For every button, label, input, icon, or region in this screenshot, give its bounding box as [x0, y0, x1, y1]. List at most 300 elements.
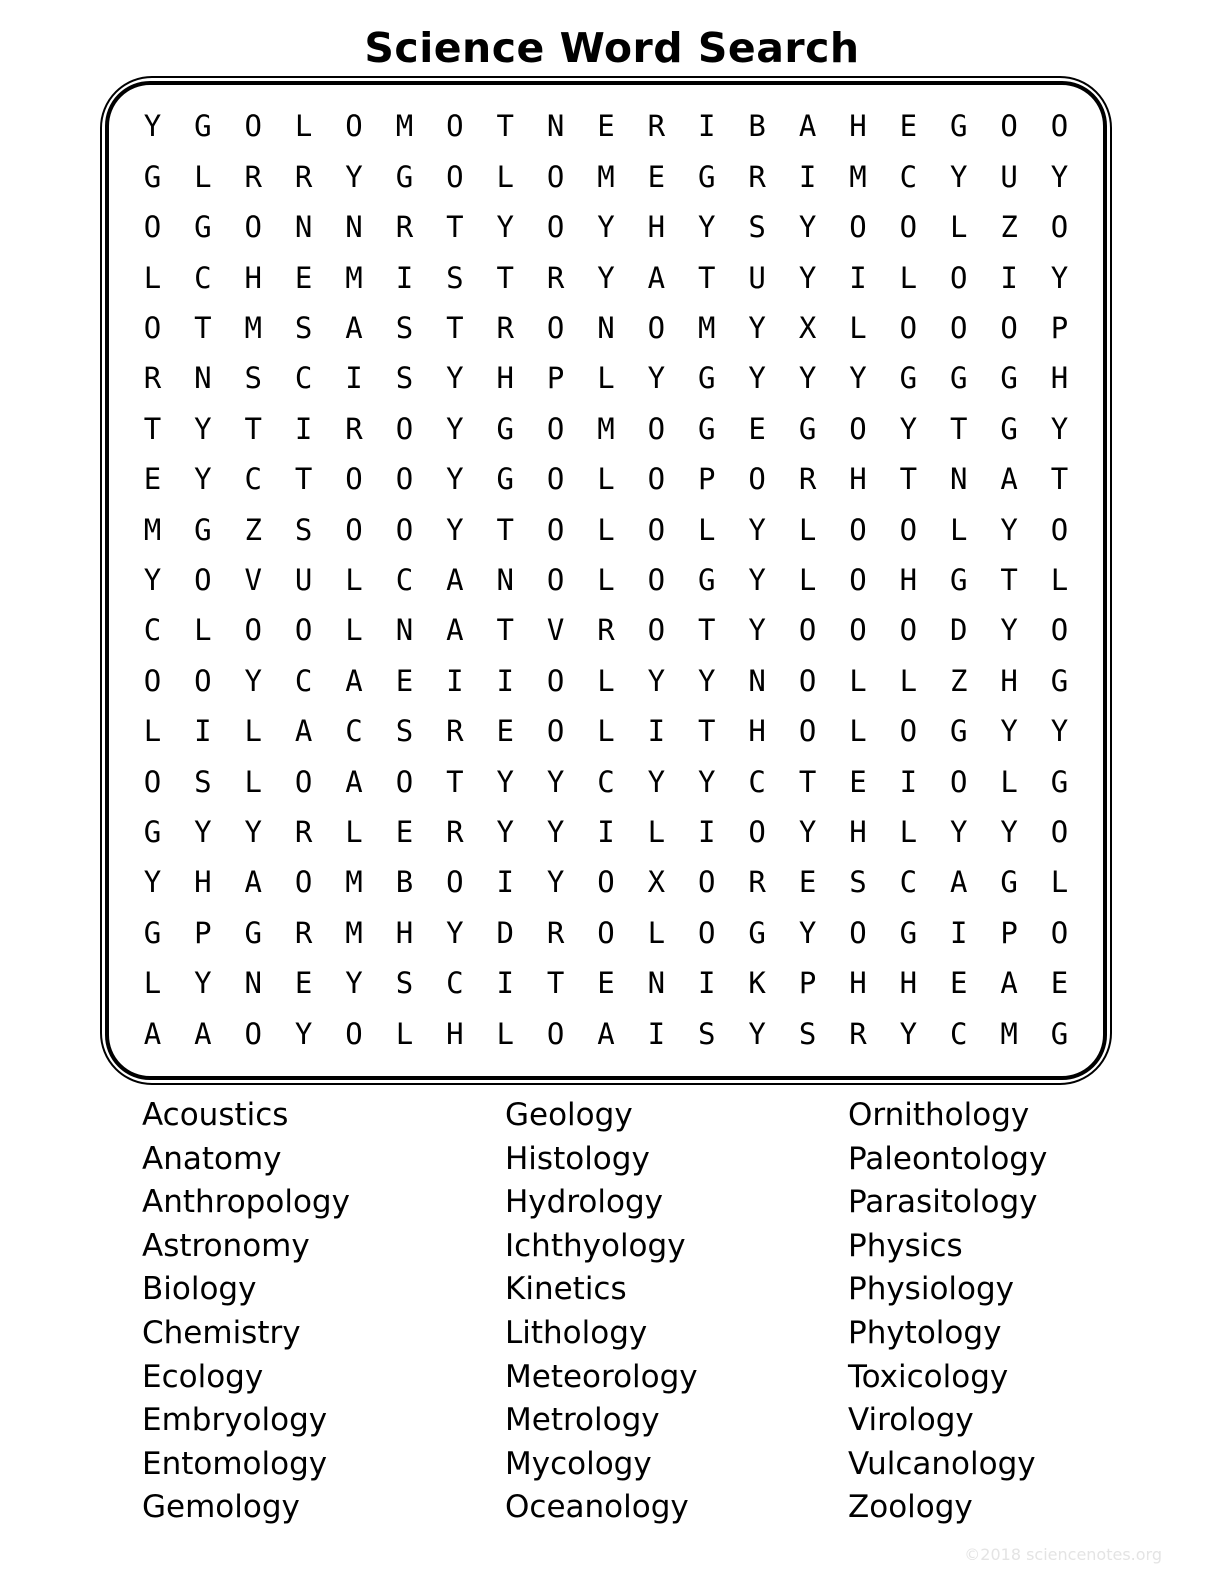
- grid-letter: H: [748, 714, 766, 749]
- grid-letter: Z: [949, 663, 968, 698]
- grid-letter: T: [446, 210, 464, 245]
- grid-letter: O: [546, 210, 565, 245]
- grid-letter: Y: [446, 462, 464, 497]
- grid-letter: Y: [748, 311, 766, 346]
- grid-letter: E: [798, 865, 817, 900]
- grid-letter: T: [294, 462, 313, 497]
- grid-letter: Y: [1050, 159, 1069, 194]
- grid-letter: M: [698, 311, 716, 346]
- grid-letter: I: [798, 159, 817, 194]
- grid-letter: L: [294, 109, 313, 144]
- grid-letter: A: [1000, 966, 1018, 1001]
- grid-letter: T: [446, 764, 464, 799]
- grid-letter: O: [1050, 512, 1069, 547]
- grid-letter: A: [143, 1016, 162, 1051]
- grid-letter: Y: [446, 915, 464, 950]
- grid-letter: T: [1050, 462, 1069, 497]
- grid-letter: M: [1000, 1016, 1018, 1051]
- grid-letter: Y: [194, 966, 212, 1001]
- grid-letter: Y: [244, 814, 262, 849]
- grid-letter: L: [244, 714, 262, 749]
- grid-letter: N: [496, 562, 514, 597]
- grid-letter: O: [244, 1016, 262, 1051]
- grid-letter: G: [496, 462, 514, 497]
- grid-letter: L: [345, 562, 363, 597]
- grid-letter: I: [446, 663, 464, 698]
- word-list-item: Gemology: [142, 1489, 300, 1526]
- grid-letter: O: [849, 915, 867, 950]
- grid-letter: O: [395, 764, 414, 799]
- grid-letter: P: [194, 915, 212, 950]
- grid-letter: R: [748, 865, 766, 900]
- grid-letter: N: [345, 210, 363, 245]
- grid-letter: O: [849, 613, 867, 648]
- grid-letter: L: [597, 361, 615, 396]
- grid-letter: M: [395, 109, 414, 144]
- grid-letter: O: [345, 512, 363, 547]
- grid-letter: K: [748, 966, 766, 1001]
- grid-letter: R: [446, 714, 464, 749]
- grid-letter: L: [597, 512, 615, 547]
- grid-letter: T: [244, 411, 262, 446]
- grid-letter: I: [496, 663, 514, 698]
- grid-letter: I: [698, 109, 716, 144]
- grid-letter: R: [143, 361, 162, 396]
- grid-letter: O: [345, 462, 363, 497]
- grid-letter: Y: [194, 411, 212, 446]
- grid-letter: I: [647, 1016, 666, 1051]
- grid-letter: N: [949, 462, 968, 497]
- grid-letter: B: [748, 109, 766, 144]
- grid-letter: U: [748, 260, 766, 295]
- grid-letter: O: [798, 613, 817, 648]
- grid-letter: E: [647, 159, 666, 194]
- grid-letter: A: [1000, 462, 1018, 497]
- grid-letter: Y: [748, 613, 766, 648]
- grid-letter: I: [899, 764, 918, 799]
- grid-letter: O: [546, 512, 565, 547]
- grid-letter: I: [698, 814, 716, 849]
- grid-letter: R: [294, 159, 313, 194]
- grid-letter: O: [899, 613, 918, 648]
- grid-letter: T: [496, 109, 514, 144]
- grid-letter: O: [244, 613, 262, 648]
- grid-letter: Y: [496, 764, 514, 799]
- grid-letter: C: [597, 764, 615, 799]
- grid-letter: S: [849, 865, 867, 900]
- grid-letter: L: [899, 260, 918, 295]
- grid-letter: R: [244, 159, 262, 194]
- grid-letter: P: [546, 361, 565, 396]
- grid-letter: E: [395, 814, 414, 849]
- word-list-item: Phytology: [848, 1314, 1002, 1351]
- grid-letter: Y: [798, 260, 817, 295]
- grid-letter: D: [949, 613, 968, 648]
- grid-letter: S: [748, 210, 766, 245]
- grid-letter: O: [194, 663, 212, 698]
- grid-letter: L: [849, 663, 867, 698]
- grid-letter: Y: [698, 663, 716, 698]
- grid-letter: O: [597, 865, 615, 900]
- word-list-item: Acoustics: [142, 1097, 289, 1133]
- grid-letter: R: [546, 260, 565, 295]
- grid-letter: O: [446, 159, 464, 194]
- grid-letter: E: [949, 966, 968, 1001]
- grid-letter: E: [294, 260, 313, 295]
- grid-letter: R: [395, 210, 414, 245]
- grid-letter: O: [949, 311, 968, 346]
- grid-letter: H: [899, 562, 918, 597]
- grid-letter: O: [949, 260, 968, 295]
- word-list-column: [142, 1094, 350, 1530]
- word-list-item: Embryology: [142, 1402, 328, 1439]
- grid-letter: E: [143, 462, 162, 497]
- grid-letter: C: [194, 260, 212, 295]
- grid-letter: H: [899, 966, 918, 1001]
- grid-letter: T: [194, 311, 212, 346]
- grid-letter: Y: [748, 562, 766, 597]
- grid-letter: T: [143, 411, 162, 446]
- grid-letter: O: [1050, 109, 1069, 144]
- word-list-item: Histology: [505, 1140, 650, 1177]
- grid-letter: O: [546, 714, 565, 749]
- grid-letter: Y: [698, 764, 716, 799]
- grid-letter: M: [597, 159, 615, 194]
- grid-letter: G: [698, 361, 716, 396]
- letter-grid: [127, 102, 1084, 1059]
- word-list-item: Chemistry: [142, 1314, 301, 1351]
- grid-letter: L: [597, 663, 615, 698]
- puzzle-border-inner: [105, 81, 1107, 1080]
- grid-letter: O: [1050, 210, 1069, 245]
- grid-letter: V: [546, 613, 565, 648]
- grid-letter: G: [194, 109, 212, 144]
- grid-letter: M: [597, 411, 615, 446]
- grid-letter: B: [395, 865, 414, 900]
- grid-letter: Y: [748, 361, 766, 396]
- grid-letter: C: [949, 1016, 968, 1051]
- grid-letter: L: [647, 814, 666, 849]
- grid-letter: L: [345, 613, 363, 648]
- grid-letter: O: [143, 311, 162, 346]
- word-list-item: Geology: [505, 1097, 633, 1133]
- grid-letter: Y: [748, 1016, 766, 1051]
- grid-letter: O: [899, 512, 918, 547]
- grid-letter: L: [698, 512, 716, 547]
- grid-letter: Y: [345, 966, 363, 1001]
- grid-letter: O: [899, 714, 918, 749]
- grid-letter: S: [395, 361, 414, 396]
- word-list-item: Mycology: [505, 1445, 652, 1482]
- grid-letter: I: [597, 814, 615, 849]
- grid-letter: M: [345, 260, 363, 295]
- grid-letter: S: [698, 1016, 716, 1051]
- grid-letter: R: [647, 109, 666, 144]
- grid-letter: S: [395, 311, 414, 346]
- grid-letter: Y: [798, 915, 817, 950]
- grid-letter: N: [546, 109, 565, 144]
- grid-letter: A: [244, 865, 262, 900]
- grid-letter: H: [849, 966, 867, 1001]
- grid-letter: G: [1000, 411, 1018, 446]
- grid-letter: Y: [546, 764, 565, 799]
- grid-letter: R: [849, 1016, 867, 1051]
- grid-letter: Y: [446, 411, 464, 446]
- grid-letter: O: [647, 411, 666, 446]
- grid-letter: L: [597, 714, 615, 749]
- grid-letter: S: [194, 764, 212, 799]
- grid-letter: Y: [798, 814, 817, 849]
- grid-letter: I: [294, 411, 313, 446]
- word-list-item: Oceanology: [505, 1489, 689, 1526]
- grid-letter: T: [446, 311, 464, 346]
- grid-letter: O: [294, 865, 313, 900]
- grid-letter: T: [798, 764, 817, 799]
- grid-letter: Y: [1050, 260, 1069, 295]
- grid-letter: O: [294, 764, 313, 799]
- grid-letter: O: [345, 1016, 363, 1051]
- page-title: Science Word Search: [364, 24, 860, 72]
- grid-letter: L: [849, 311, 867, 346]
- grid-letter: I: [395, 260, 414, 295]
- grid-letter: M: [143, 512, 162, 547]
- word-list-item: Physics: [848, 1227, 963, 1264]
- grid-letter: T: [496, 613, 514, 648]
- grid-letter: E: [849, 764, 867, 799]
- grid-letter: G: [1050, 764, 1069, 799]
- grid-letter: L: [143, 260, 162, 295]
- grid-letter: C: [294, 663, 313, 698]
- grid-letter: L: [395, 1016, 414, 1051]
- grid-letter: U: [1000, 159, 1018, 194]
- grid-letter: T: [698, 714, 716, 749]
- grid-letter: O: [597, 915, 615, 950]
- grid-letter: O: [849, 210, 867, 245]
- copyright-credit: ©2018 sciencenotes.org: [964, 1545, 1162, 1564]
- grid-letter: O: [345, 109, 363, 144]
- grid-letter: O: [899, 311, 918, 346]
- grid-letter: A: [798, 109, 817, 144]
- grid-letter: H: [849, 462, 867, 497]
- grid-letter: Y: [647, 663, 666, 698]
- grid-letter: V: [244, 562, 262, 597]
- grid-letter: Y: [143, 109, 162, 144]
- grid-letter: G: [698, 411, 716, 446]
- grid-letter: L: [798, 512, 817, 547]
- grid-letter: E: [748, 411, 766, 446]
- grid-letter: C: [446, 966, 464, 1001]
- word-list-item: Paleontology: [848, 1140, 1048, 1177]
- grid-letter: O: [395, 512, 414, 547]
- grid-letter: O: [546, 159, 565, 194]
- grid-letter: P: [698, 462, 716, 497]
- grid-letter: O: [546, 1016, 565, 1051]
- grid-letter: G: [1050, 1016, 1069, 1051]
- grid-letter: Y: [849, 361, 867, 396]
- grid-letter: Z: [244, 512, 262, 547]
- grid-letter: O: [395, 411, 414, 446]
- grid-letter: O: [1000, 311, 1018, 346]
- grid-letter: G: [949, 109, 968, 144]
- grid-letter: G: [748, 915, 766, 950]
- grid-letter: O: [294, 613, 313, 648]
- grid-letter: S: [395, 966, 414, 1001]
- grid-letter: O: [647, 562, 666, 597]
- grid-letter: Y: [546, 814, 565, 849]
- grid-letter: Y: [899, 411, 918, 446]
- grid-letter: O: [647, 512, 666, 547]
- grid-letter: O: [446, 109, 464, 144]
- grid-letter: A: [446, 613, 464, 648]
- grid-letter: A: [949, 865, 968, 900]
- grid-letter: Y: [194, 814, 212, 849]
- grid-letter: Y: [345, 159, 363, 194]
- grid-letter: O: [698, 915, 716, 950]
- grid-letter: T: [1000, 562, 1018, 597]
- grid-letter: E: [597, 109, 615, 144]
- grid-letter: Y: [194, 462, 212, 497]
- grid-letter: N: [294, 210, 313, 245]
- grid-letter: Y: [1000, 714, 1018, 749]
- grid-letter: Y: [798, 210, 817, 245]
- puzzle-border: [100, 76, 1112, 1085]
- grid-letter: L: [597, 462, 615, 497]
- grid-letter: O: [748, 462, 766, 497]
- grid-letter: O: [395, 462, 414, 497]
- grid-letter: G: [949, 361, 968, 396]
- word-list-column: [505, 1094, 698, 1530]
- grid-letter: Y: [496, 210, 514, 245]
- grid-letter: H: [849, 814, 867, 849]
- grid-letter: R: [496, 311, 514, 346]
- grid-letter: Y: [899, 1016, 918, 1051]
- grid-letter: S: [244, 361, 262, 396]
- grid-letter: O: [546, 311, 565, 346]
- grid-letter: R: [345, 411, 363, 446]
- grid-letter: L: [143, 966, 162, 1001]
- grid-letter: C: [748, 764, 766, 799]
- grid-letter: A: [597, 1016, 615, 1051]
- grid-letter: R: [294, 915, 313, 950]
- grid-letter: H: [849, 109, 867, 144]
- grid-letter: O: [546, 462, 565, 497]
- word-list-item: Anthropology: [142, 1184, 350, 1221]
- grid-letter: O: [244, 210, 262, 245]
- grid-letter: L: [949, 512, 968, 547]
- grid-letter: Z: [1000, 210, 1018, 245]
- grid-letter: L: [496, 1016, 514, 1051]
- word-list-item: Virology: [848, 1402, 974, 1439]
- grid-letter: T: [698, 260, 716, 295]
- word-list-item: Astronomy: [142, 1227, 310, 1264]
- grid-letter: T: [698, 613, 716, 648]
- grid-letter: E: [899, 109, 918, 144]
- grid-letter: O: [798, 714, 817, 749]
- grid-letter: Y: [698, 210, 716, 245]
- grid-letter: O: [1050, 613, 1069, 648]
- grid-letter: L: [597, 562, 615, 597]
- grid-letter: G: [899, 361, 918, 396]
- grid-letter: G: [1000, 361, 1018, 396]
- grid-letter: O: [546, 663, 565, 698]
- grid-letter: E: [1050, 966, 1069, 1001]
- word-list-item: Toxicology: [848, 1358, 1009, 1395]
- grid-letter: G: [194, 210, 212, 245]
- grid-letter: O: [546, 562, 565, 597]
- word-list-item: Lithology: [505, 1314, 648, 1351]
- word-list-item: Parasitology: [848, 1184, 1038, 1221]
- grid-letter: Y: [294, 1016, 313, 1051]
- word-list-item: Vulcanology: [848, 1445, 1036, 1482]
- grid-letter: C: [244, 462, 262, 497]
- grid-letter: H: [1050, 361, 1069, 396]
- grid-letter: O: [798, 663, 817, 698]
- grid-letter: D: [496, 915, 514, 950]
- word-list-item: Meteorology: [505, 1358, 698, 1395]
- grid-letter: O: [698, 865, 716, 900]
- grid-letter: H: [446, 1016, 464, 1051]
- grid-letter: I: [1000, 260, 1018, 295]
- grid-letter: M: [345, 915, 363, 950]
- word-list-item: Biology: [142, 1271, 257, 1308]
- grid-letter: Y: [1000, 814, 1018, 849]
- grid-letter: G: [1050, 663, 1069, 698]
- grid-letter: Y: [546, 865, 565, 900]
- grid-letter: L: [1050, 865, 1069, 900]
- grid-letter: L: [244, 764, 262, 799]
- grid-letter: G: [698, 562, 716, 597]
- word-list-item: Ichthyology: [505, 1227, 686, 1264]
- word-list-item: Physiology: [848, 1271, 1015, 1308]
- grid-letter: E: [395, 663, 414, 698]
- grid-letter: Y: [647, 764, 666, 799]
- grid-letter: Y: [143, 865, 162, 900]
- grid-letter: Y: [143, 562, 162, 597]
- word-list-item: Metrology: [505, 1402, 660, 1439]
- grid-letter: A: [294, 714, 313, 749]
- word-list-item: Ecology: [142, 1358, 264, 1395]
- grid-letter: A: [345, 311, 363, 346]
- grid-letter: H: [496, 361, 514, 396]
- grid-letter: R: [597, 613, 615, 648]
- grid-letter: E: [294, 966, 313, 1001]
- grid-letter: H: [244, 260, 262, 295]
- word-list-item: Ornithology: [848, 1097, 1030, 1133]
- grid-letter: O: [1050, 814, 1069, 849]
- grid-letter: I: [647, 714, 666, 749]
- grid-letter: L: [899, 814, 918, 849]
- grid-letter: O: [849, 512, 867, 547]
- grid-letter: G: [496, 411, 514, 446]
- grid-letter: T: [949, 411, 968, 446]
- grid-letter: A: [345, 764, 363, 799]
- grid-letter: Y: [1000, 512, 1018, 547]
- grid-letter: Y: [1050, 411, 1069, 446]
- grid-letter: O: [647, 462, 666, 497]
- grid-letter: O: [143, 210, 162, 245]
- grid-letter: U: [294, 562, 313, 597]
- grid-letter: R: [546, 915, 565, 950]
- grid-letter: T: [546, 966, 565, 1001]
- grid-letter: Y: [1000, 613, 1018, 648]
- grid-letter: L: [798, 562, 817, 597]
- grid-letter: O: [244, 109, 262, 144]
- grid-letter: G: [949, 714, 968, 749]
- word-list-item: Anatomy: [142, 1140, 282, 1177]
- grid-letter: N: [244, 966, 262, 1001]
- grid-letter: Y: [446, 512, 464, 547]
- grid-letter: M: [849, 159, 867, 194]
